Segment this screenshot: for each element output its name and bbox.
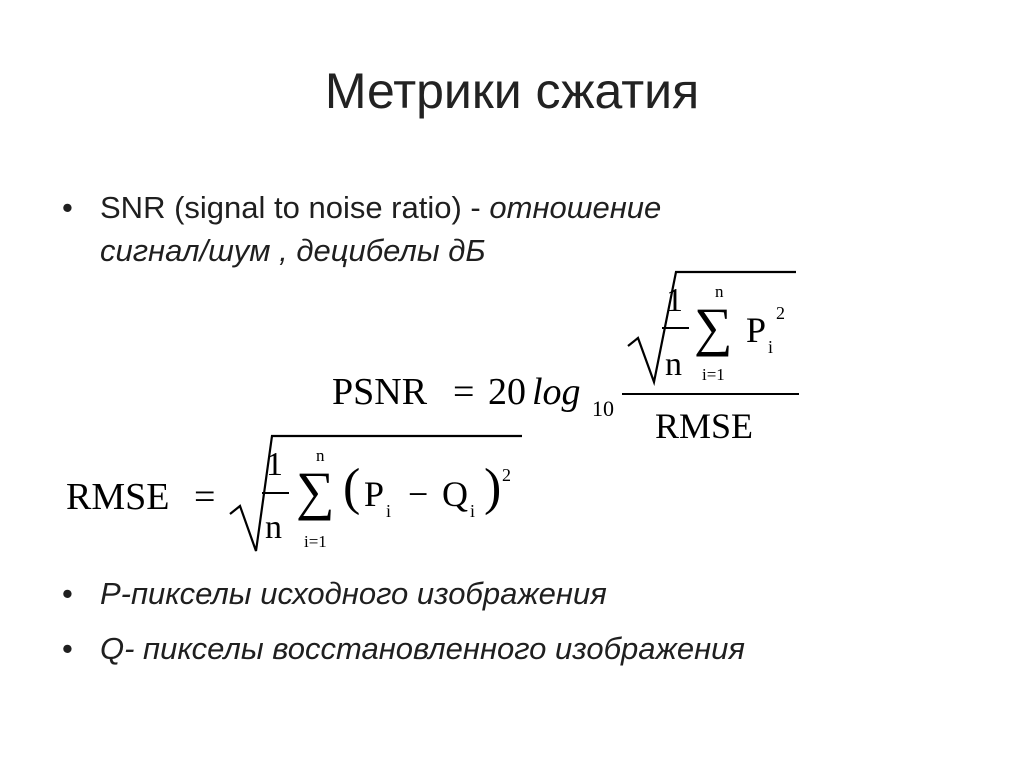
snr-definition-part2: сигнал/шум , децибелы дБ [100,233,486,268]
psnr-denominator: RMSE [655,406,754,446]
snr-definition-part1: отношение [489,190,662,225]
rmse-right-paren: ) [484,459,502,516]
psnr-sum-upper: n [715,282,724,301]
psnr-log-base: 10 [592,396,614,421]
slide-title: Метрики сжатия [324,63,700,119]
rmse-sum-upper: n [316,446,325,465]
q-definition: Q- пикселы восстановленного изображения [100,631,745,666]
bullet-item-p [62,572,842,615]
rmse-p: P [364,474,385,514]
psnr-sigma-icon: ∑ [694,297,733,357]
psnr-n: n [665,346,682,383]
rmse-equals: = [194,476,216,518]
rmse-p-subscript: i [386,501,392,521]
rmse-sum-lower: i=1 [304,532,327,551]
rmse-n: n [265,509,282,546]
psnr-inner-fraction-bar [662,327,689,329]
rmse-one: 1 [266,446,283,483]
psnr-one: 1 [666,282,683,319]
rmse-lhs: RMSE [66,476,170,518]
bullet-marker: • [62,576,73,611]
bullet-marker: • [62,631,73,666]
psnr-log: log [532,371,581,413]
psnr-coefficient: 20 [488,371,526,413]
psnr-p-subscript: i [768,337,774,357]
psnr-sum-lower: i=1 [702,365,725,384]
rmse-left-paren: ( [343,459,361,516]
p-definition: P-пикселы исходного изображения [100,576,607,611]
rmse-inner-fraction-bar [262,492,289,494]
bullet-marker: • [62,190,73,225]
rmse-power: 2 [502,465,511,485]
psnr-fraction-bar [622,393,799,395]
rmse-minus: − [408,474,429,514]
bullet-item-q [62,627,962,670]
psnr-p-superscript: 2 [776,303,785,323]
psnr-equals: = [453,371,475,413]
rmse-q: Q [442,474,468,514]
snr-term: SNR (signal to noise ratio) - [100,190,490,225]
psnr-p: P [746,310,767,350]
snr-text [100,186,842,272]
rmse-sigma-icon: ∑ [296,461,335,521]
bullet-item-snr [62,186,842,272]
rmse-q-subscript: i [470,501,476,521]
psnr-lhs: PSNR [332,371,428,413]
